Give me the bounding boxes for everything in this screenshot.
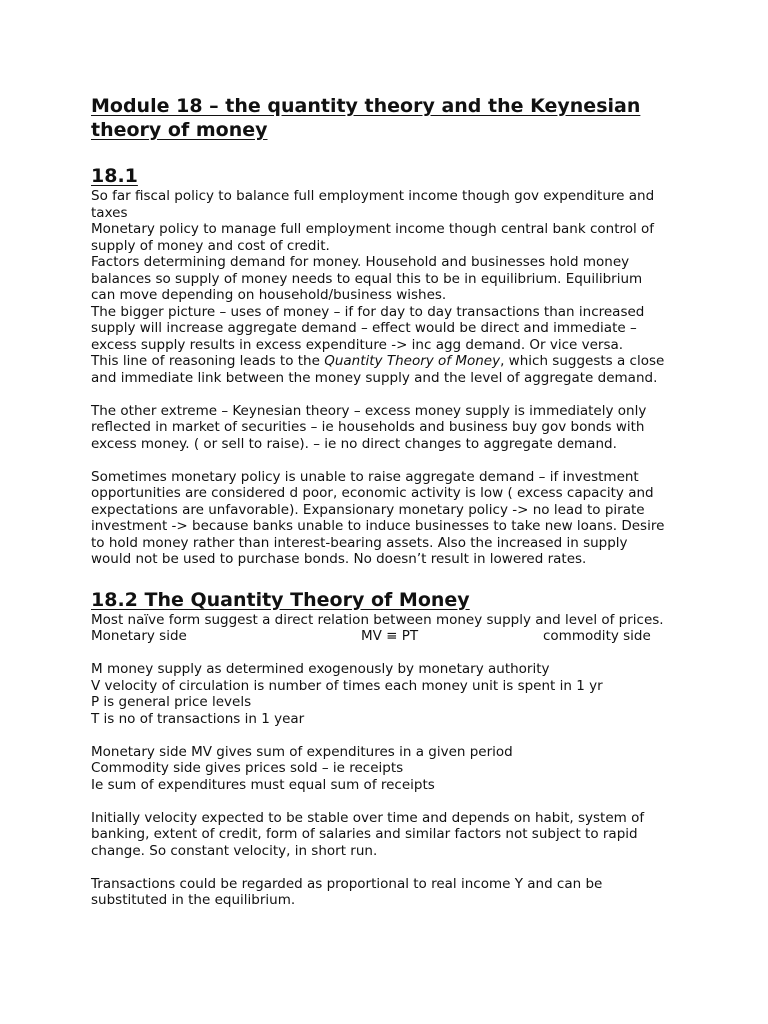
text-line: to hold money rather than interest-bearing assets. Also the increased in supply bbox=[91, 534, 628, 551]
text-line: excess money. ( or sell to raise). – ie no direct changes to aggregate demand. bbox=[91, 435, 617, 452]
text-line: expectations are unfavorable). Expansionary monetary policy -> no lead to pirate bbox=[91, 501, 645, 518]
sides-line: Ie sum of expenditures must equal sum of receipts bbox=[91, 776, 435, 793]
velocity-line: banking, extent of credit, form of salaries and similar factors not subject to rapid bbox=[91, 826, 638, 842]
definition-line: P is general price levels bbox=[91, 694, 252, 710]
title-line-1: Module 18 – the quantity theory and the Keynesian bbox=[91, 95, 641, 117]
velocity-line: Initially velocity expected to be stable over time and depends on habit, system of bbox=[91, 809, 645, 826]
paragraph-gap bbox=[91, 727, 688, 744]
text-line: Monetary policy to manage full employment income though central bank control of bbox=[91, 221, 655, 237]
definition-line: M money supply as determined exogenously by monetary authority bbox=[91, 661, 550, 677]
text-line: supply of money and cost of credit. bbox=[91, 237, 330, 254]
text-line: The bigger picture – uses of money – if for day to day transactions than increased bbox=[91, 303, 645, 320]
text-line: supply will increase aggregate demand – effect would be direct and immediate – bbox=[91, 320, 637, 336]
text-line: would not be used to purchase bonds. No doesn’t result in lowered rates. bbox=[91, 551, 587, 567]
text-line: taxes bbox=[91, 204, 128, 221]
text-line: opportunities are considered d poor, economic activity is low ( excess capacity and bbox=[91, 485, 654, 501]
text-fragment: , which suggests a close bbox=[500, 353, 665, 369]
velocity-line: change. So constant velocity, in short run. bbox=[91, 842, 378, 859]
text-line: So far fiscal policy to balance full employment income though gov expenditure and bbox=[91, 188, 655, 204]
text-line: The other extreme – Keynesian theory – excess money supply is immediately only bbox=[91, 402, 647, 419]
paragraph-gap bbox=[91, 386, 688, 403]
definition-line: T is no of transactions in 1 year bbox=[91, 710, 305, 727]
text-line: Sometimes monetary policy is unable to raise aggregate demand – if investment bbox=[91, 468, 639, 485]
italic-term: Quantity Theory of Money bbox=[324, 353, 501, 369]
text-line: excess supply results in excess expenditure -> inc agg demand. Or vice versa. bbox=[91, 336, 624, 353]
paragraph-gap bbox=[91, 859, 688, 876]
text-line: balances so supply of money needs to equal this to be in equilibrium. Equilibrium bbox=[91, 270, 643, 287]
text-line: and immediate link between the money supply and the level of aggregate demand. bbox=[91, 369, 658, 386]
text-line: can move depending on household/business wishes. bbox=[91, 287, 447, 303]
mixed-style-line bbox=[91, 353, 688, 370]
paragraph-gap bbox=[91, 793, 688, 810]
text-fragment: This line of reasoning leads to the bbox=[91, 353, 325, 369]
sides-line: Commodity side gives prices sold – ie receipts bbox=[91, 760, 404, 776]
transactions-line: substituted in the equilibrium. bbox=[91, 892, 296, 908]
section-heading-18-2: 18.2 The Quantity Theory of Money bbox=[91, 588, 470, 611]
sides-line: Monetary side MV gives sum of expenditures in a given period bbox=[91, 743, 513, 760]
section-18-2-body bbox=[91, 612, 688, 909]
text-line: reflected in market of securities – ie households and business buy gov bonds with bbox=[91, 419, 645, 435]
quantity-equation: MV ≡ PT bbox=[361, 628, 419, 644]
text-line: Factors determining demand for money. Household and businesses hold money bbox=[91, 254, 630, 270]
paragraph-gap bbox=[91, 452, 688, 469]
equation-row bbox=[91, 628, 688, 645]
monetary-side-label: Monetary side bbox=[91, 628, 187, 644]
paragraph-gap bbox=[91, 645, 688, 662]
commodity-side-label: commodity side bbox=[543, 628, 651, 644]
section-heading-18-1: 18.1 bbox=[91, 165, 138, 187]
intro-line: Most naïve form suggest a direct relation between money supply and level of prices. bbox=[91, 611, 664, 628]
page-title bbox=[91, 94, 688, 142]
transactions-line: Transactions could be regarded as proportional to real income Y and can be bbox=[91, 875, 603, 892]
text-line: investment -> because banks unable to induce businesses to take new loans. Desire bbox=[91, 518, 665, 534]
definition-line: V velocity of circulation is number of times each money unit is spent in 1 yr bbox=[91, 677, 603, 694]
section-18-1-body bbox=[91, 188, 688, 568]
title-line-2: theory of money bbox=[91, 119, 268, 141]
